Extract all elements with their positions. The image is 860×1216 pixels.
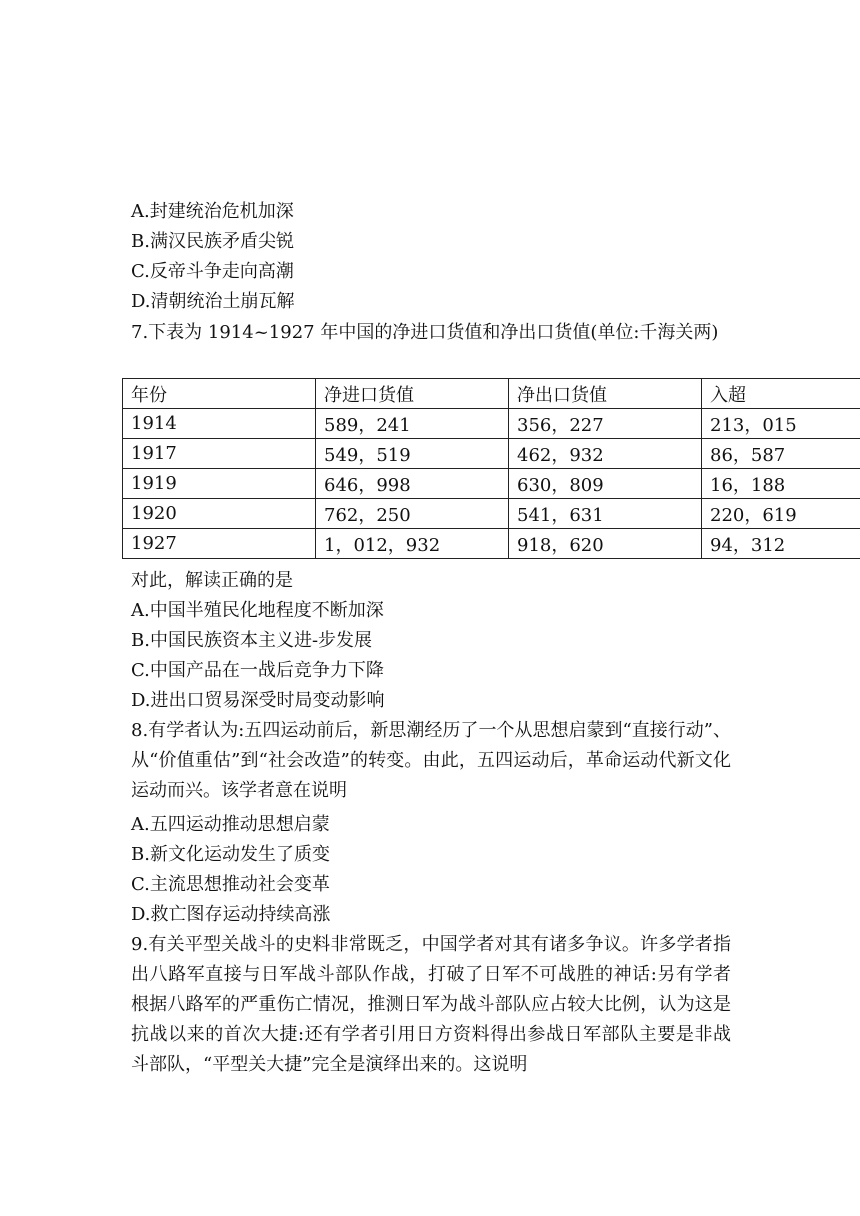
q7-option-c: C.中国产品在一战后竞争力下降 — [131, 660, 384, 681]
table-header-cell: 净出口货值 — [509, 379, 702, 409]
table-header-cell: 净进口货值 — [316, 379, 509, 409]
table-cell: 16，188 — [702, 469, 860, 499]
table-cell: 213，015 — [702, 409, 860, 439]
table-row — [123, 409, 860, 439]
table-cell: 1917 — [123, 439, 316, 469]
table-header-row — [123, 379, 860, 409]
table-cell: 762，250 — [316, 499, 509, 529]
q8-option-a: A.五四运动推动思想启蒙 — [131, 814, 330, 835]
q6-option-a: A.封建统治危机加深 — [131, 201, 294, 222]
table-cell: 549，519 — [316, 439, 509, 469]
table-row — [123, 529, 860, 559]
table-cell: 918，620 — [509, 529, 702, 559]
table-cell: 630，809 — [509, 469, 702, 499]
q6-option-c: C.反帝斗争走向高潮 — [131, 261, 294, 282]
table-cell: 86，587 — [702, 439, 860, 469]
table-cell: 1927 — [123, 529, 316, 559]
q8-option-c: C.主流思想推动社会变革 — [131, 874, 330, 895]
q6-option-b: B.满汉民族矛盾尖锐 — [131, 231, 294, 252]
trade-table — [122, 378, 860, 559]
table-cell: 94，312 — [702, 529, 860, 559]
q8-option-d: D.救亡图存运动持续高涨 — [131, 904, 331, 925]
q7-stem: 7.下表为 1914~1927 年中国的净进口货值和净出口货值(单位:千海关两) — [131, 322, 719, 343]
q9-stem: 9.有关平型关战斗的史料非常既乏，中国学者对其有诸多争议。许多学者指出八路军直接与日军战斗部队作战，打破了日军不可战胜的神话:另有学者根据八路军的严重伤亡情况，推测日军为战斗部队应占较大比例，认为这是抗战以来的首次大捷:还有学者引用日方资料得出参战日军部队主要是非战斗部队，“平型关大捷”完全是演绎出来的。这说明 — [131, 934, 731, 1075]
q7-prompt: 对此，解读正确的是 — [131, 570, 293, 591]
q7-option-d: D.进出口贸易深受时局变动影响 — [131, 690, 385, 711]
table-header-cell: 年份 — [123, 379, 316, 409]
table-cell: 1919 — [123, 469, 316, 499]
table-cell: 1，012，932 — [316, 529, 509, 559]
table-row — [123, 469, 860, 499]
q7-option-b: B.中国民族资本主义进-步发展 — [131, 630, 373, 651]
q8-option-b: B.新文化运动发生了质变 — [131, 844, 330, 865]
table-cell: 646，998 — [316, 469, 509, 499]
table-row — [123, 439, 860, 469]
table-row — [123, 499, 860, 529]
q7-option-a: A.中国半殖民化地程度不断加深 — [131, 600, 384, 621]
table-cell: 356，227 — [509, 409, 702, 439]
table-cell: 541，631 — [509, 499, 702, 529]
q8-stem: 8.有学者认为:五四运动前后，新思潮经历了一个从思想启蒙到“直接行动”、从“价值重估”到“社会改造”的转变。由此，五四运动后，革命运动代新文化运动而兴。该学者意在说明 — [131, 720, 731, 801]
table-cell: 1914 — [123, 409, 316, 439]
table-cell: 220，619 — [702, 499, 860, 529]
table-cell: 1920 — [123, 499, 316, 529]
table-cell: 462，932 — [509, 439, 702, 469]
q6-option-d: D.清朝统治土崩瓦解 — [131, 291, 295, 312]
table-header-cell: 入超 — [702, 379, 860, 409]
table-cell: 589，241 — [316, 409, 509, 439]
